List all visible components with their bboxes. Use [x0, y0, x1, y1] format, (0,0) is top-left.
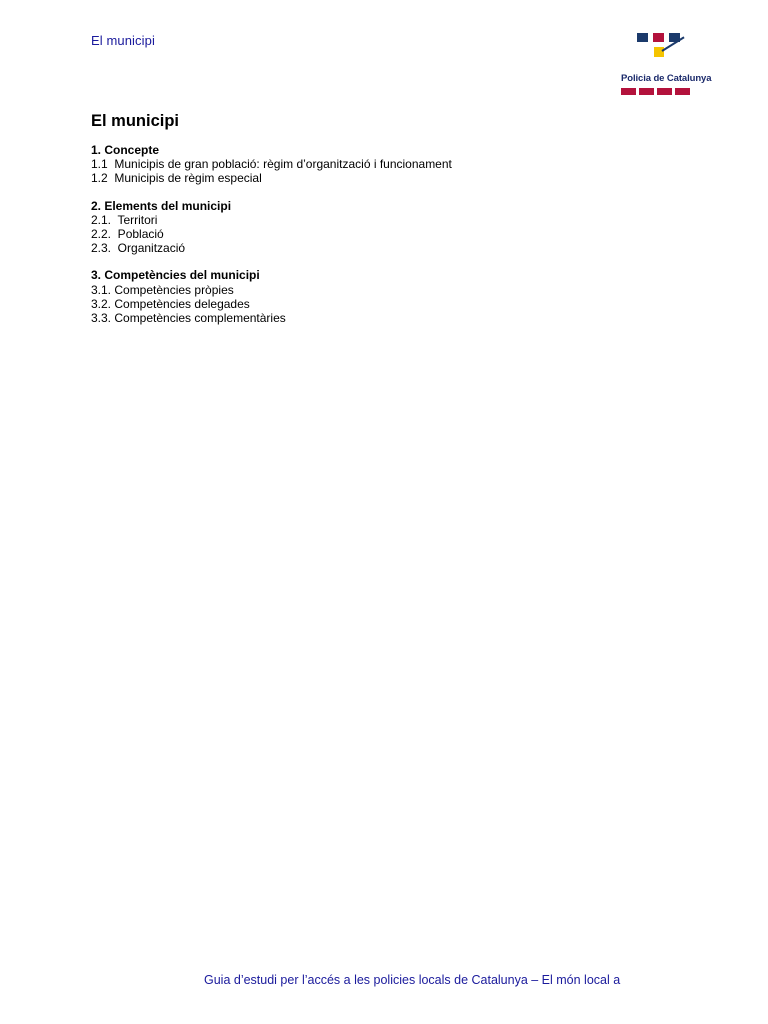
policia-de-catalunya-logo: [618, 30, 718, 98]
logo-bar-red-1: [621, 88, 636, 95]
toc-section-title: 1. Concepte: [91, 143, 160, 157]
toc-entry: 2.1. Territori: [91, 212, 158, 227]
page-footer: Guia d’estudi per l’accés a les policies locals de Catalunya – El món local a: [204, 973, 621, 987]
toc-section-competencies: [91, 268, 651, 325]
toc-entry: 2.2. Població: [91, 227, 164, 242]
logo-bar-red-4: [675, 88, 690, 95]
toc-entry: 3.2. Competències delegades: [91, 296, 250, 311]
toc-section-elements: [91, 199, 651, 256]
toc-entry: 2.3. Organització: [91, 241, 186, 256]
toc-entry: 3.3. Competències complementàries: [91, 311, 286, 326]
toc-entry: 1.1 Municipis de gran població: règim d’organització i funcionament: [91, 157, 452, 172]
logo-square-navy-top-left: [637, 33, 648, 42]
toc-entry: 1.2 Municipis de règim especial: [91, 171, 262, 186]
table-of-contents: [91, 143, 651, 338]
logo-bar-red-3: [657, 88, 672, 95]
toc-section-title: 3. Competències del municipi: [91, 268, 260, 283]
logo-square-red-top: [653, 33, 664, 42]
toc-section-title: 2. Elements del municipi: [91, 198, 232, 213]
document-title: El municipi: [91, 112, 180, 130]
toc-entry: 3.1. Competències pròpies: [91, 282, 234, 297]
logo-text: Policia de Catalunya: [621, 73, 712, 84]
logo-bar-red-2: [639, 88, 654, 95]
toc-section-concepte: [91, 143, 651, 186]
running-header-title: El municipi: [91, 33, 155, 48]
